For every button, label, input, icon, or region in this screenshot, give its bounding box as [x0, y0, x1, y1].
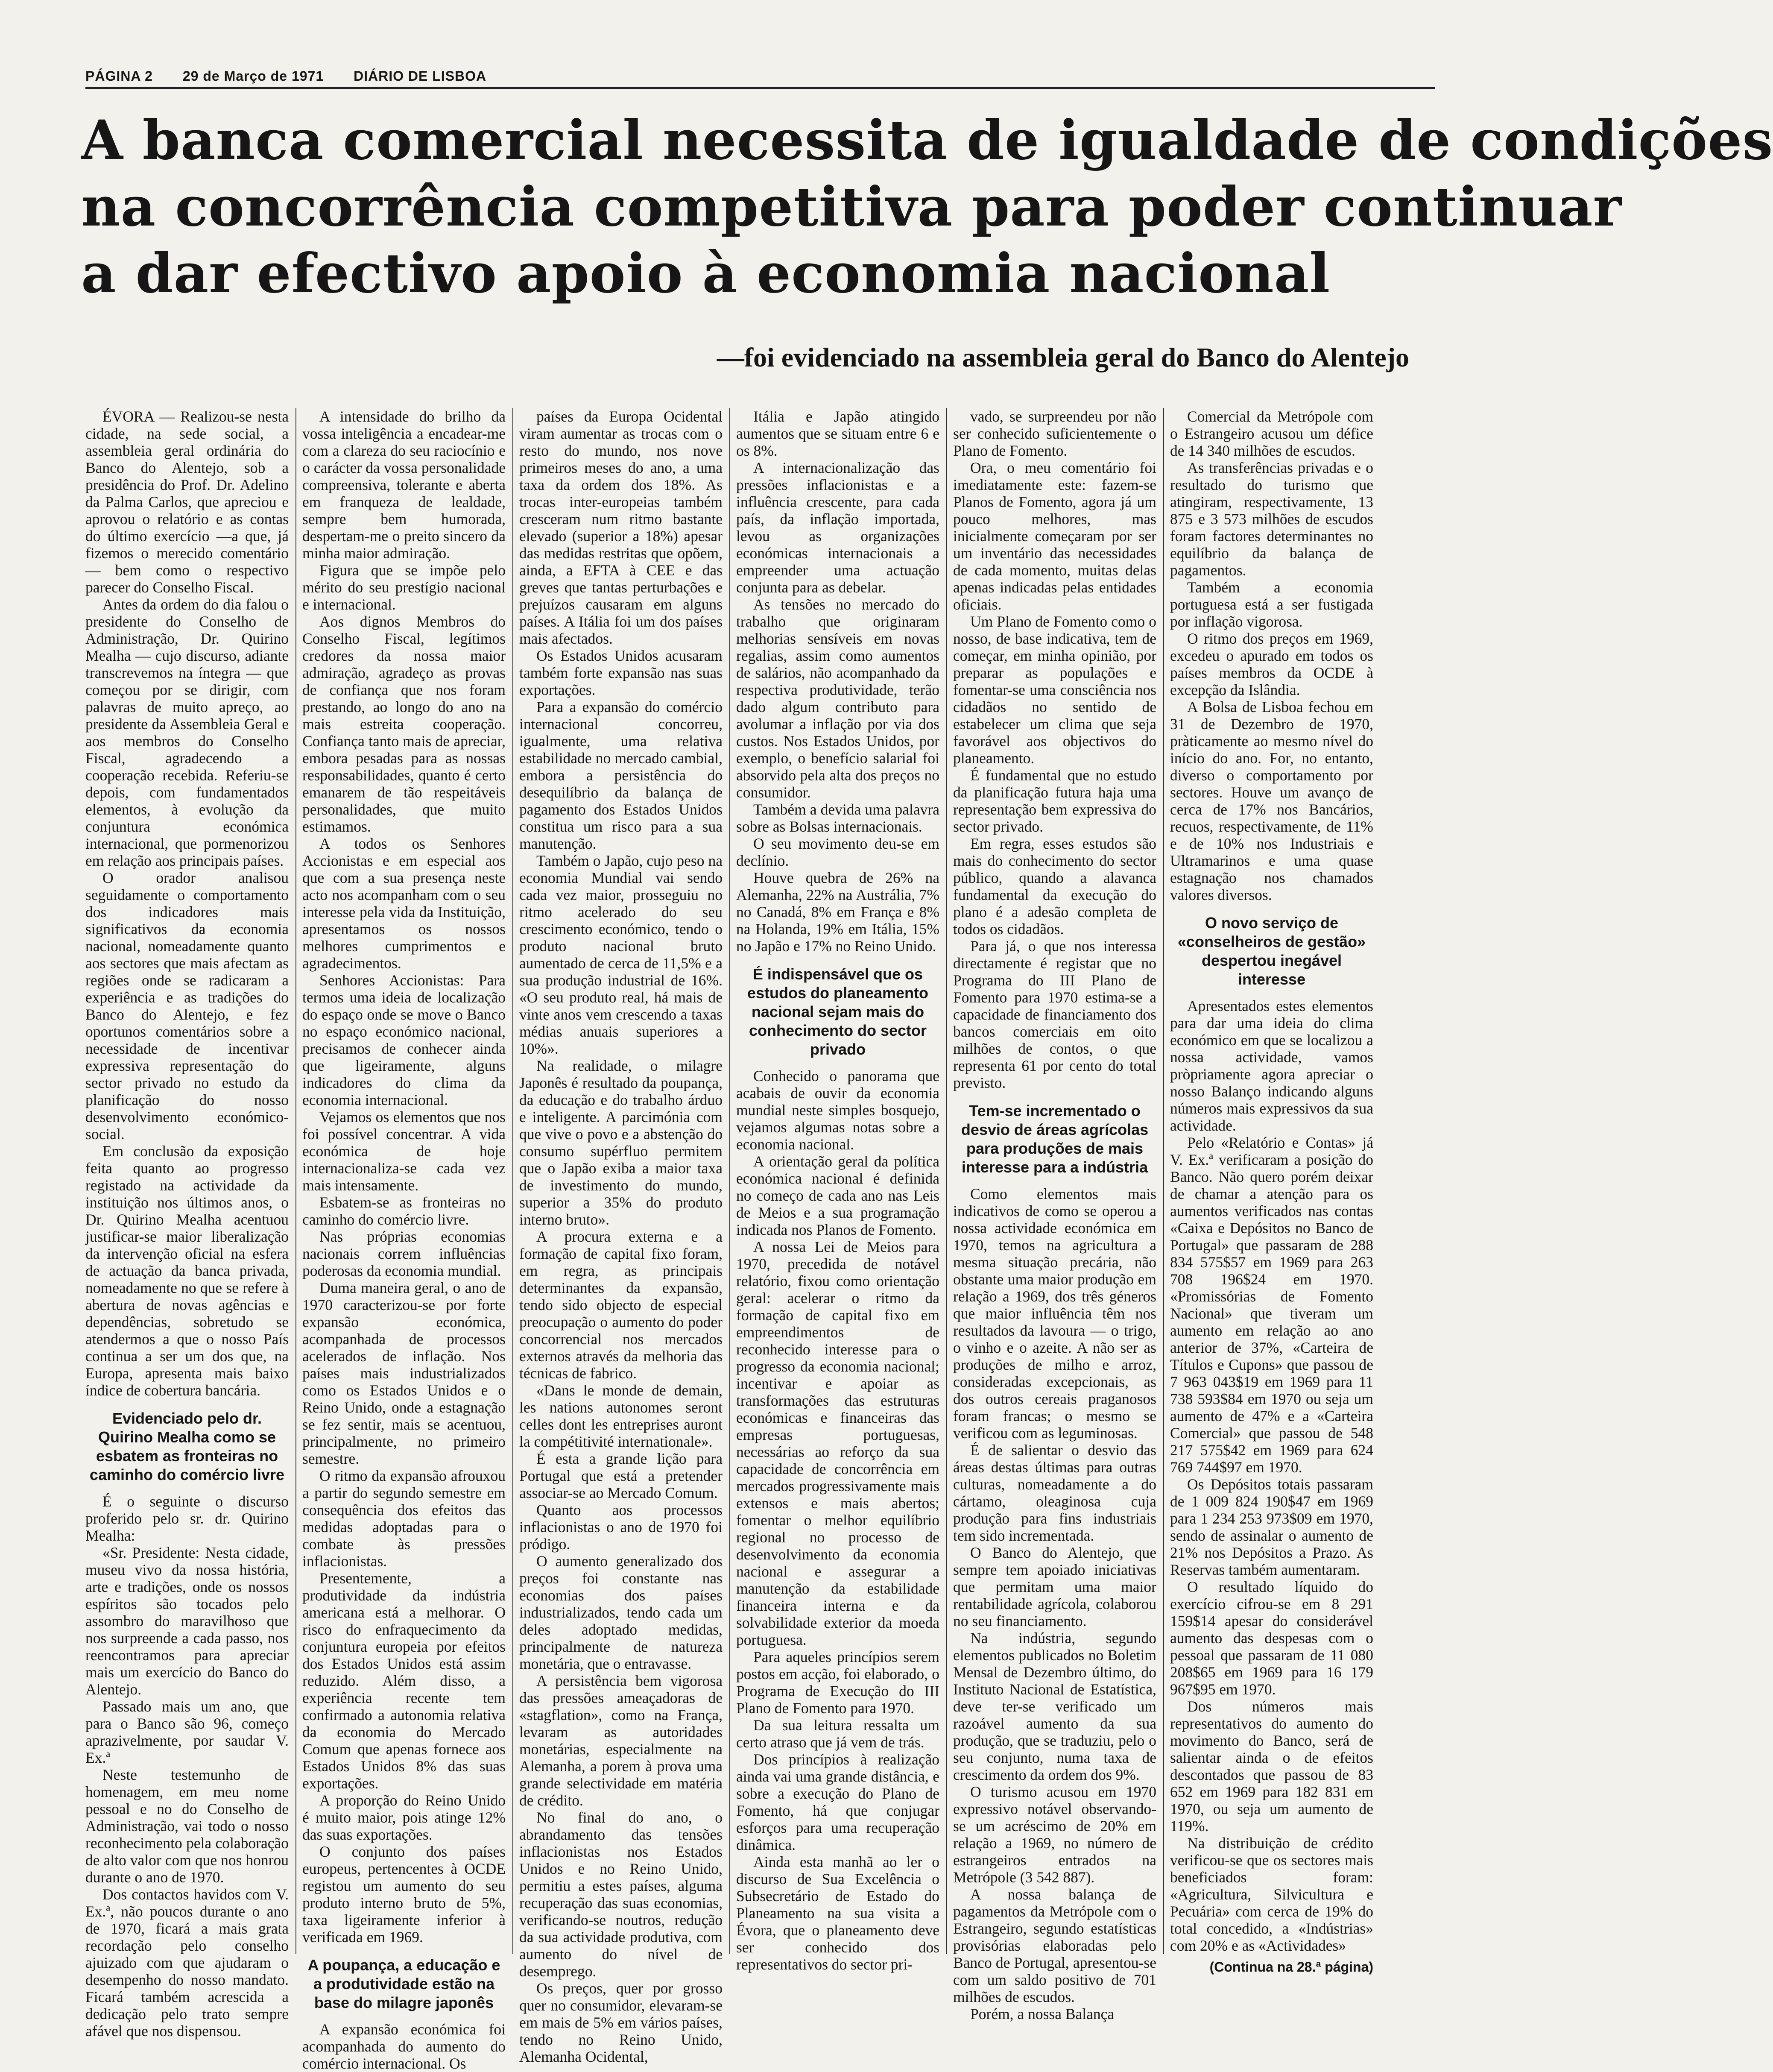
paragraph: O Banco do Alentejo, que sempre tem apoiado iniciativas que permitam uma maior rentabilidade agrícola, colaborou no seu financiamento. [953, 1544, 1156, 1629]
paragraph: Antes da ordem do dia falou o presidente do Conselho de Administração, Dr. Quirino Mealha — cujo discurso, adiante transcrevemos na íntegra — que começou por se dirigir, com palavras de muito apreço, ao presidente da Assembleia Geral e aos membros do Conselho Fiscal, agradecendo a cooperação recebida. Referiu-se depois, com fundamentados elementos, à evolução da conjuntura económica internacional, que pormenorizou em relação aos principais países. [85, 596, 289, 869]
headline [81, 107, 1773, 307]
paragraph: Senhores Accionistas: Para termos uma ideia de localização do espaço onde se move o Banco no espaço económico nacional, precisamos de conhecer ainda que ligeiramente, alguns indicadores do clima da economia internacional. [302, 972, 506, 1108]
paragraph: O orador analisou seguidamente o comportamento dos indicadores mais significativos da economia nacional, nomeadamente quanto aos sectores que mais afectam as regiões onde se radicaram a experiência e as tradições do Banco do Alentejo, e fez oportunos comentários sobre a necessidade de incentivar expressiva representação do sector privado no estudo da planificação do nosso desenvolvimento económico-social. [85, 869, 289, 1143]
paragraph: A nossa Lei de Meios para 1970, precedida de notável relatório, fixou como orientação geral: acelerar o ritmo da formação de capital fixo em empreendimentos de reconhecido interesse para o progresso da economia nacional; incentivar e apoiar as transformações das estruturas económicas e financeiras das empresas portuguesas, necessárias ao reforço da sua capacidade de concorrência em mercados progressivamente mais extensos e mais abertos; fomentar o melhor equilíbrio regional no processo de desenvolvimento da economia nacional e assegurar a manutenção da estabilidade financeira interna e da solvabilidade exterior da moeda portuguesa. [736, 1238, 939, 1648]
paragraph: É fundamental que no estudo da planificação futura haja uma representação bem expressiva do sector privado. [953, 767, 1156, 835]
subheadline: —foi evidenciado na assembleia geral do Banco do Alentejo [717, 342, 1409, 372]
paragraph: Um Plano de Fomento como o nosso, de base indicativa, tem de começar, em minha opinião, por preparar as populações e fomentar-se uma consciência nos cidadãos no sentido de estabelecer um clima que seja favorável aos objectivos do planeamento. [953, 613, 1156, 767]
paragraph: Para aqueles princípios serem postos em acção, foi elaborado, o Programa de Execução do III Plano de Fomento para 1970. [736, 1648, 939, 1717]
paragraph: Também a devida uma palavra sobre as Bolsas internacionais. [736, 801, 939, 835]
paragraph: A proporção do Reino Unido é muito maior, pois atinge 12% das suas exportações. [302, 1792, 506, 1843]
paragraph: A todos os Senhores Accionistas e em especial aos que com a sua presença neste acto nos acompanham com o seu interesse pela vida da Instituição, apresentamos os nossos melhores cumprimentos e agradecimentos. [302, 835, 506, 972]
section-heading: Tem-se incrementado o desvio de áreas agrícolas para produções de mais interesse para a indústria [961, 1102, 1149, 1176]
paragraph: O conjunto dos países europeus, pertencentes à OCDE registou um aumento do seu produto interno bruto de 5%, taxa ligeiramente inferior à verificada em 1969. [302, 1843, 506, 1946]
headline-line-1: A banca comercial necessita de igualdade de condições [81, 108, 1773, 172]
paragraph: A intensidade do brilho da vossa inteligência a encadear-me com a clareza do seu raciocínio e o carácter da vossa personalidade compreensiva, tolerante e aberta em franqueza de lealdade, sempre bem humorada, despertam-me o preito sincero da minha maior admiração. [302, 408, 506, 562]
paragraph: O turismo acusou em 1970 expressivo notável observando-se um acréscimo de 20% em relação a 1969, no número de estrangeiros entrados na Metrópole (3 542 887). [953, 1783, 1156, 1886]
paragraph: Presentemente, a produtividade da indústria americana está a melhorar. O risco do enfraquecimento da conjuntura europeia por efeitos dos Estados Unidos está assim reduzido. Além disso, a experiência recente tem confirmado a autonomia relativa da economia do Mercado Comum que apenas fornece aos Estados Unidos 8% das suas exportações. [302, 1570, 506, 1792]
page-number: PÁGINA 2 [85, 68, 153, 84]
article-column-4 [736, 408, 939, 1984]
paragraph: Na distribuição de crédito verificou-se que os sectores mais beneficiados foram: «Agricultura, Silvicultura e Pecuária» com cerca de 19% do total concedido, a «Indústrias» com 20% e as «Actividades» [1170, 1835, 1373, 1954]
paragraph: Os preços, quer por grosso quer no consumidor, elevaram-se em mais de 5% em vários países, tendo no Reino Unido, Alemanha Ocidental, [519, 1980, 723, 2065]
paragraph: Dos números mais representativos do aumento do movimento do Banco, será de salientar ainda o de efeitos descontados que passou de 83 652 em 1969 para 182 831 em 1970, ou seja um aumento de 119%. [1170, 1698, 1373, 1835]
paragraph: O resultado líquido do exercício cifrou-se em 8 291 159$14 apesar do considerável aumento das despesas com o pessoal que passaram de 11 080 208$65 em 1969 para 16 179 967$95 em 1970. [1170, 1578, 1373, 1698]
paragraph: «Dans le monde de demain, les nations autonomes seront celles dont les entreprises auront la compétitivité internationale». [519, 1382, 723, 1450]
paragraph: Duma maneira geral, o ano de 1970 caracterizou-se por forte expansão económica, acompanhada de processos acelerados de inflação. Nos países mais industrializados como os Estados Unidos e o Reino Unido, onde a estagnação se fez sentir, mais se acentuou, principalmente, no primeiro semestre. [302, 1279, 506, 1467]
section-heading: A poupança, a educação e a produtividade estão na base do milagre japonês [307, 1956, 500, 2011]
paragraph: vado, se surpreendeu por não ser conhecido suficientemente o Plano de Fomento. [953, 408, 1156, 459]
paragraph: Neste testemunho de homenagem, em meu nome pessoal e no do Conselho de Administração, vai todo o nosso reconhecimento pela colaboração de alto valor com que nos honrou durante o ano de 1970. [85, 1766, 289, 1886]
article-column-3 [519, 408, 723, 2065]
paragraph: A orientação geral da política económica nacional é definida no começo de cada ano nas Leis de Meios e a sua programação indicada nos Planos de Fomento. [736, 1153, 939, 1238]
paragraph: ÉVORA — Realizou-se nesta cidade, na sede social, a assembleia geral ordinária do Banco do Alentejo, sob a presidência do Prof. Dr. Adelino da Palma Carlos, que apreciou e aprovou o relatório e as contas do último exercício —a que, já fizemos o merecido comentário — bem como o respectivo parecer do Conselho Fiscal. [85, 408, 289, 596]
paragraph: Dos princípios à realização ainda vai uma grande distância, e sobre a execução do Plano de Fomento, há que conjugar esforços para uma recuperação dinâmica. [736, 1751, 939, 1853]
paragraph: O ritmo da expansão afrouxou a partir do segundo semestre em consequência dos efeitos das medidas adoptadas para o combate às pressões inflacionistas. [302, 1467, 506, 1570]
paragraph: Figura que se impõe pelo mérito do seu prestígio nacional e internacional. [302, 562, 506, 613]
paragraph: Em regra, esses estudos são mais do conhecimento do sector público, quando a alavanca fundamental da execução do plano é a adesão completa de todos os cidadãos. [953, 835, 1156, 938]
paragraph: Para a expansão do comércio internacional concorreu, igualmente, uma relativa estabilidade no mercado cambial, embora a persistência do desequilíbrio da balança de pagamento dos Estados Unidos constitua um risco para a sua manutenção. [519, 698, 723, 852]
paragraph: Itália e Japão atingido aumentos que se situam entre 6 e os 8%. [736, 408, 939, 459]
paragraph: Passado mais um ano, que para o Banco são 96, começo aprazivelmente, por saudar V. Ex.ª [85, 1698, 289, 1766]
paragraph: Os Estados Unidos acusaram também forte expansão nas suas exportações. [519, 647, 723, 698]
paragraph: A procura externa e a formação de capital fixo foram, em regra, as principais determinantes da expansão, tendo sido objecto de especial preocupação o aumento do poder concorrencial nos mercados externos através da melhoria das técnicas de fabrico. [519, 1228, 723, 1382]
paragraph: Porém, a nossa Balança [970, 2005, 1115, 2022]
issue-date: 29 de Março de 1971 [182, 68, 324, 84]
article-column-6 [1170, 408, 1373, 1984]
paragraph: Apresentados estes elementos para dar uma ideia do clima económico em que se localizou a nossa actividade, vamos pròpriamente agora apreciar o nosso Balanço indicando alguns números mais expressivos da sua actividade. [1170, 997, 1373, 1134]
section-heading: Evidenciado pelo dr. Quirino Mealha como se esbatem as fronteiras no caminho do comércio livre [89, 1410, 285, 1483]
paragraph: Os Depósitos totais passaram de 1 009 824 190$47 em 1969 para 1 234 253 973$09 em 1970, sendo de assinalar o aumento de 21% nos Depósitos a Prazo. As Reservas também aumentaram. [1170, 1476, 1373, 1578]
paragraph: Para já, o que nos interessa directamente é registar que no Programa do III Plano de Fomento para 1970 estima-se a capacidade de financiamento dos bancos comerciais em oito milhões de contos, o que representa 61 por cento do total previsto. [953, 938, 1156, 1091]
paragraph: O ritmo dos preços em 1969, excedeu o apurado em todos os países membros da OCDE à excepção da Islândia. [1170, 630, 1373, 698]
paragraph: O seu movimento deu-se em declínio. [736, 835, 939, 869]
paragraph: A expansão económica foi acompanhada do aumento do comércio internacional. Os [302, 2021, 506, 2072]
paragraph: A persistência bem vigorosa das pressões ameaçadoras de «stagflation», como na França, levaram as autoridades monetárias, especialmente na Alemanha, a porem à prova uma grande selectividade em matéria de crédito. [519, 1672, 723, 1809]
paragraph: Na realidade, o milagre Japonês é resultado da poupança, da educação e do trabalho árduo e inteligente. A parcimónia com que vive o povo e a abstenção do consumo supérfluo permitem que o Japão exiba a maior taxa de investimento do mundo, superior a 35% do produto interno bruto». [519, 1057, 723, 1228]
paragraph: Também o Japão, cujo peso na economia Mundial vai sendo cada vez maior, prosseguiu no ritmo acelerado do seu crescimento económico, tendo o produto nacional bruto aumentado de cerca de 11,5% e a sua produção industrial de 16%. «O seu produto real, há mais de vinte anos vem crescendo a taxas médias anuais superiores a 10%». [519, 852, 723, 1057]
headline-line-2: na concorrência competitiva para poder continuar [81, 175, 1622, 238]
column-divider [729, 408, 730, 1954]
paragraph: No final do ano, o abrandamento das tensões inflacionistas nos Estados Unidos e no Reino Unido, permitiu a estes países, alguma recuperação das suas economias, verificando-se noutros, redução da sua actividade produtiva, com aumento do nível de desemprego. [519, 1809, 723, 1980]
newspaper-name: DIÁRIO DE LISBOA [354, 68, 487, 84]
paragraph: O aumento generalizado dos preços foi constante nas economias dos países industrializados, tendo cada um deles adoptado medidas, principalmente de natureza monetária, que o entravasse. [519, 1553, 723, 1672]
paragraph: Dos contactos havidos com V. Ex.ª, não poucos durante o ano de 1970, ficará a mais grata recordação pelo conselho ajuizado com que ajudaram o desempenho do nosso mandato. Ficará também acrescida a dedicação pelo trato sempre afável que nos dispensou. [85, 1886, 289, 2040]
article-column-2 [302, 408, 506, 2072]
paragraph: É de salientar o desvio das áreas destas últimas para outras culturas, nomeadamente a do cártamo, oleaginosa cuja produção para fins industriais tem sido incrementada. [953, 1442, 1156, 1544]
paragraph: «Sr. Presidente: Nesta cidade, museu vivo da nossa história, arte e tradições, onde os nossos espíritos são tocados pelo assombro do maravilhoso que nos surpreende a cada passo, nos reencontramos para apreciar mais um exercício do Banco do Alentejo. [85, 1544, 289, 1698]
paragraph: A nossa balança de pagamentos da Metrópole com o Estrangeiro, segundo estatísticas provisórias elaboradas pelo Banco de Portugal, apresentou-se com um saldo positivo de 701 milhões de escudos. [953, 1886, 1156, 2005]
article-column-5 [953, 408, 1156, 2022]
paragraph: Pelo «Relatório e Contas» já V. Ex.ª verificaram a posição do Banco. Não quero porém deixar de chamar a atenção para os aumentos verificados nas contas «Caixa e Depósitos no Banco de Portugal» que passaram de 288 834 575$57 em 1969 para 263 708 196$24 em 1970. «Promissórias de Fomento Nacional» que tiveram um aumento em relação ao ano anterior de 37%, «Carteira de Títulos e Cupons» que passou de 7 963 043$19 em 1969 para 11 738 593$84 em 1970 ou seja um aumento de 47% e a «Carteira Comercial» que passou de 548 217 575$42 em 1969 para 624 769 744$97 em 1970. [1170, 1134, 1373, 1476]
paragraph: Aos dignos Membros do Conselho Fiscal, legítimos credores da nossa maior admiração, agradeço as provas de confiança que nos foram prestando, ao longo do ano na mais estreita cooperação. Confiança tanto mais de apreciar, embora pesadas para as nossas responsabilidades, quanto é certo emanarem de tão respeitáveis personalidades, que muito estimamos. [302, 613, 506, 835]
column-divider [1163, 408, 1164, 1954]
masthead-rule [85, 87, 1435, 89]
section-heading: É indispensável que os estudos do planeamento nacional sejam mais do conhecimento do sector privado [747, 965, 929, 1058]
paragraph: Vejamos os elementos que nos foi possível concentrar. A vida económica de hoje internacionaliza-se cada vez mais intensamente. [302, 1108, 506, 1194]
section-heading: O novo serviço de «conselheiros de gestão» despertou inegável interesse [1177, 914, 1366, 988]
paragraph: Ora, o meu comentário foi imediatamente este: fazem-se Planos de Fomento, agora já um pouco melhores, mas inicialmente começaram por ser um inventário das necessidades de cada momento, muitas delas apenas indicadas pelas entidades oficiais. [953, 459, 1156, 613]
paragraph: A Bolsa de Lisboa fechou em 31 de Dezembro de 1970, pràticamente ao mesmo nível do início do ano. For, no entanto, diverso o comportamento por sectores. Houve um avanço de cerca de 17% nos Bancários, recuos, respectivamente, de 11% e de 10% nos Industriais e Ultramarinos e uma quase estagnação nos chamados valores diversos. [1170, 698, 1373, 903]
paragraph: Comercial da Metrópole com o Estrangeiro acusou um défice de 14 340 milhões de escudos. [1170, 408, 1373, 459]
paragraph: Quanto aos processos inflacionistas o ano de 1970 foi pródigo. [519, 1501, 723, 1553]
paragraph: As transferências privadas e o resultado do turismo que atingiram, respectivamente, 13 875 e 3 573 milhões de escudos foram factores determinantes no equilíbrio da balança de pagamentos. [1170, 459, 1373, 579]
paragraph: Esbatem-se as fronteiras no caminho do comércio livre. [302, 1194, 506, 1228]
column-divider [512, 408, 513, 1954]
paragraph: países da Europa Ocidental viram aumentar as trocas com o resto do mundo, nos nove primeiros meses do ano, a uma taxa da ordem dos 18%. As trocas inter-europeias também cresceram num ritmo bastante elevado (superior a 18%) apesar das medidas restritas que opõem, ainda, a EFTA à CEE e das greves que tantas perturbações e prejuízos causaram em alguns países. A Itália foi um dos países mais afectados. [519, 408, 723, 647]
paragraph: Houve quebra de 26% na Alemanha, 22% na Austrália, 7% no Canadá, 8% em França e 8% na Holanda, 19% em Itália, 15% no Japão e 17% no Reino Unido. [736, 869, 939, 955]
paragraph: É esta a grande lição para Portugal que está a pretender associar-se ao Mercado Comum. [519, 1450, 723, 1501]
paragraph: Em conclusão da exposição feita quanto ao progresso registado na actividade da instituição nos últimos anos, o Dr. Quirino Mealha acentuou justificar-se maior liberalização da intervenção oficial na esfera de actuação da banca privada, nomeadamente no que se refere à abertura de novas agências e dependências, sobretudo se atendermos a que o nosso País continua a ser um dos que, na Europa, apresenta mais baixo índice de cobertura bancária. [85, 1143, 289, 1399]
paragraph: Da sua leitura ressalta um certo atraso que já vem de trás. [736, 1717, 939, 1751]
paragraph: Nas próprias economias nacionais correm influências poderosas da economia mundial. [302, 1228, 506, 1279]
headline-line-3: a dar efectivo apoio à economia nacional [81, 242, 1331, 305]
paragraph: Ainda esta manhã ao ler o discurso de Sua Excelência o Subsecretário de Estado do Planeamento na sua visita a Évora, que o planeamento deve ser conhecido dos representativos do sector pri- [736, 1853, 939, 1973]
paragraph: Também a economia portuguesa está a ser fustigada por inflação vigorosa. [1170, 579, 1373, 630]
paragraph: As tensões no mercado do trabalho que originaram melhorias sensíveis em novas regalias, assim como aumentos de salários, não acompanhado da respectiva produtividade, terão dado algum contributo para avolumar a inflação por via dos custos. Nos Estados Unidos, por exemplo, o benefício salarial foi absorvido pela alta dos preços no consumidor. [736, 596, 939, 801]
column-divider [946, 408, 947, 1954]
continuation-note: (Continua na 28.ª página) [1209, 1959, 1373, 1975]
masthead [85, 68, 1435, 85]
paragraph: Conhecido o panorama que acabais de ouvir da economia mundial neste simples bosquejo, vejamos algumas notas sobre a economia nacional. [736, 1067, 939, 1153]
paragraph: A internacionalização das pressões inflacionistas e a influência crescente, para cada país, da inflação importada, levou as organizações económicas internacionais a empreender uma actuação conjunta para as debelar. [736, 459, 939, 596]
paragraph: É o seguinte o discurso proferido pelo sr. dr. Quirino Mealha: [85, 1493, 289, 1544]
article-column-1 [85, 408, 289, 2040]
paragraph: Na indústria, segundo elementos publicados no Boletim Mensal de Dezembro último, do Instituto Nacional de Estatística, deve ter-se verificado um razoável aumento da sua produção, que se traduziu, pelo o seu conjunto, numa taxa de crescimento da ordem dos 9%. [953, 1629, 1156, 1783]
paragraph: Como elementos mais indicativos de como se operou a nossa actividade económica em 1970, temos na agricultura a mesma situação precária, não obstante uma maior produção em relação a 1969, dos três géneros que maior influência têm nos resultados da lavoura — o trigo, o vinho e o azeite. A não ser as produções de milho e arroz, consideradas excepcionais, as dos outros cereais praganosos foram francas; o mesmo se verificou com as leguminosas. [953, 1185, 1156, 1442]
